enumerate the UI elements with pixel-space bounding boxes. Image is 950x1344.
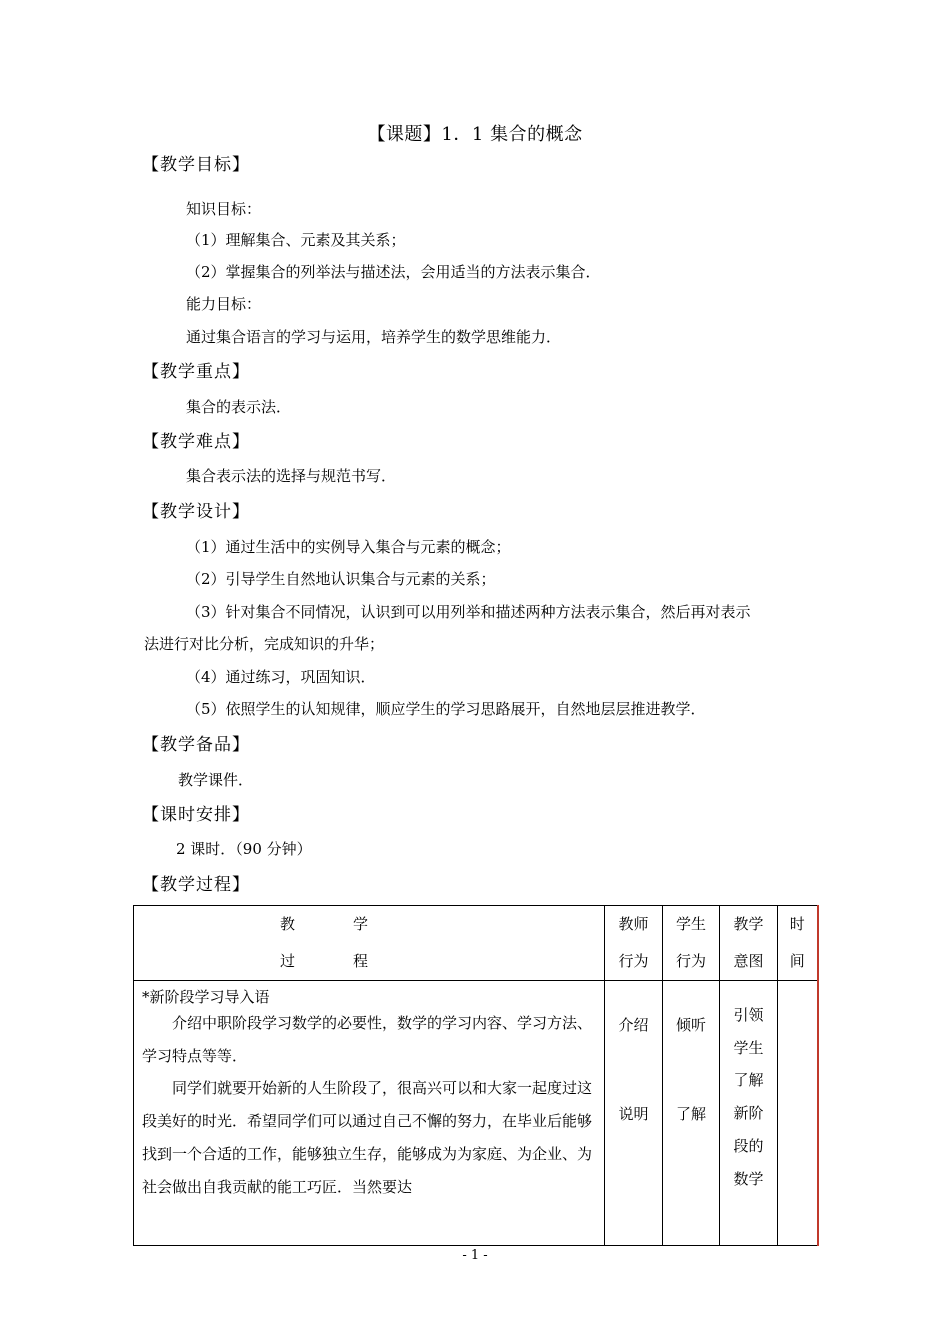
key-points-text: 集合的表示法． [186,398,292,416]
process-table [133,905,819,1246]
header-intent [720,906,778,981]
header-process-char-4: 程 [353,952,369,970]
objectives-line-5: 通过集合语言的学习与运用，培养学生的数学思维能力． [186,328,562,346]
heading-design: 【教学设计】 [142,502,250,522]
student-action-1: 倾听 [675,1016,706,1034]
design-line-2: （2）引导学生自然地认识集合与元素的关系； [186,570,496,588]
heading-process: 【教学过程】 [142,875,250,895]
table-header-row [134,906,818,981]
header-teacher [605,906,663,981]
intent-line-4: 新阶 [733,1104,764,1123]
heading-difficulties: 【教学难点】 [142,432,250,452]
teacher-action-1: 介绍 [618,1016,649,1034]
objectives-line-3: （2）掌握集合的列举法与描述法，会用适当的方法表示集合． [186,263,601,281]
process-paragraph-1: 介绍中职阶段学习数学的必要性，数学的学习内容、学习方法、学习特点等等． [142,1014,593,1065]
objectives-line-1: 知识目标： [186,200,262,218]
heading-key-points: 【教学重点】 [142,362,250,382]
objectives-line-2: （1）理解集合、元素及其关系； [186,231,406,249]
objectives-line-4: 能力目标： [186,295,262,313]
header-process-char-2: 学 [353,915,369,933]
header-intent-line-2: 意图 [733,952,764,970]
lesson-title: 【课题】1．1 集合的概念 [367,124,583,145]
intent-line-3: 了解 [733,1071,764,1090]
design-line-6: （5）依照学生的认知规律，顺应学生的学习思路展开，自然地层层推进教学． [186,700,706,718]
header-process [134,906,605,981]
header-teacher-line-2: 行为 [618,952,649,970]
header-intent-line-1: 教学 [733,915,764,933]
header-student-line-2: 行为 [675,952,706,970]
design-line-5: （4）通过练习，巩固知识． [186,668,376,686]
header-time [778,906,818,981]
header-teacher-line-1: 教师 [618,915,649,933]
intent-cell [720,981,778,1246]
design-line-4: 法进行对比分析，完成知识的升华； [144,635,385,653]
table-row [134,981,818,1246]
intent-line-6: 数学 [733,1169,764,1188]
intent-line-5: 段的 [733,1136,764,1155]
schedule-text: 2 课时．（90 分钟） [176,840,312,858]
design-line-1: （1）通过生活中的实例导入集合与元素的概念； [186,538,511,556]
materials-text: 教学课件． [178,771,254,789]
teacher-action-cell [605,981,663,1246]
intent-line-1: 引领 [733,1006,764,1024]
student-action-2: 了解 [675,1105,706,1123]
time-cell [778,981,818,1246]
header-student-line-1: 学生 [675,915,706,933]
process-row-title: *新阶段学习导入语 [142,988,270,1006]
page-number: - 1 - [462,1248,488,1263]
header-time-line-1: 时 [789,915,805,933]
header-time-line-2: 间 [789,952,805,970]
process-paragraph-2: 同学们就要开始新的人生阶段了，很高兴可以和大家一起度过这段美好的时光．希望同学们可以通过自己不懈的努力，在毕业后能够找到一个合适的工作，能够独立生存，能够成为为家庭、为企业、为社会做出自我贡献的能工巧匠．当然要达 [142,1079,593,1196]
header-process-char-1: 教 [279,915,295,933]
heading-objectives: 【教学目标】 [142,155,250,175]
header-process-char-3: 过 [279,952,295,970]
difficulties-text: 集合表示法的选择与规范书写． [186,467,397,485]
heading-materials: 【教学备品】 [142,735,250,755]
teacher-action-2: 说明 [618,1105,649,1123]
heading-schedule: 【课时安排】 [142,805,250,825]
design-line-3: （3）针对集合不同情况，认识到可以用列举和描述两种方法表示集合，然后再对表示 [186,603,751,621]
student-action-cell [663,981,720,1246]
process-content-cell [134,981,605,1246]
intent-line-2: 学生 [733,1038,764,1057]
header-student [663,906,720,981]
